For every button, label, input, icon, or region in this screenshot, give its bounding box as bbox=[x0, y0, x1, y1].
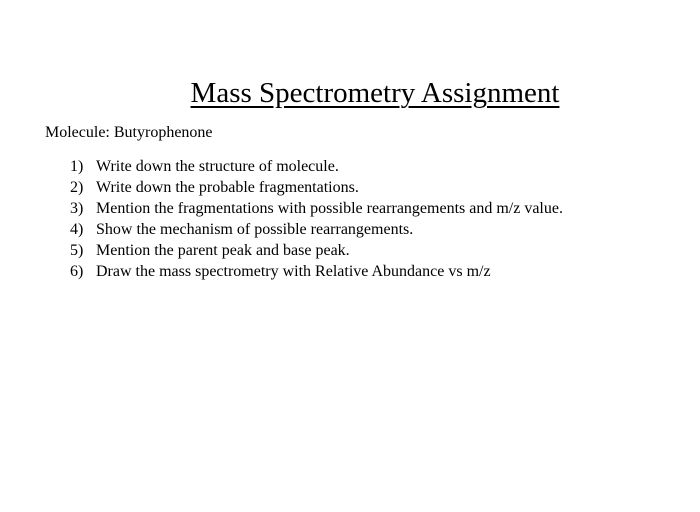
molecule-line: Molecule: Butyrophenone bbox=[45, 124, 213, 141]
list-item bbox=[70, 219, 563, 240]
task-text: Write down the probable fragmentations. bbox=[96, 179, 359, 196]
task-text: Mention the parent peak and base peak. bbox=[96, 242, 350, 259]
list-item bbox=[70, 177, 563, 198]
task-text: Mention the fragmentations with possible rearrangements and m/z value. bbox=[96, 200, 563, 217]
task-text: Write down the structure of molecule. bbox=[96, 158, 339, 175]
list-item bbox=[70, 198, 563, 219]
task-number: 2) bbox=[70, 179, 84, 196]
task-text: Show the mechanism of possible rearrangements. bbox=[96, 221, 414, 238]
task-number: 5) bbox=[70, 242, 84, 259]
task-number: 4) bbox=[70, 221, 84, 238]
task-list bbox=[70, 156, 563, 282]
list-item bbox=[70, 156, 563, 177]
page-title: Mass Spectrometry Assignment bbox=[190, 77, 560, 109]
task-number: 6) bbox=[70, 263, 84, 280]
task-number: 1) bbox=[70, 158, 84, 175]
task-number: 3) bbox=[70, 200, 84, 217]
list-item bbox=[70, 240, 563, 261]
task-text: Draw the mass spectrometry with Relative Abundance vs m/z bbox=[96, 263, 491, 280]
list-item bbox=[70, 261, 563, 282]
